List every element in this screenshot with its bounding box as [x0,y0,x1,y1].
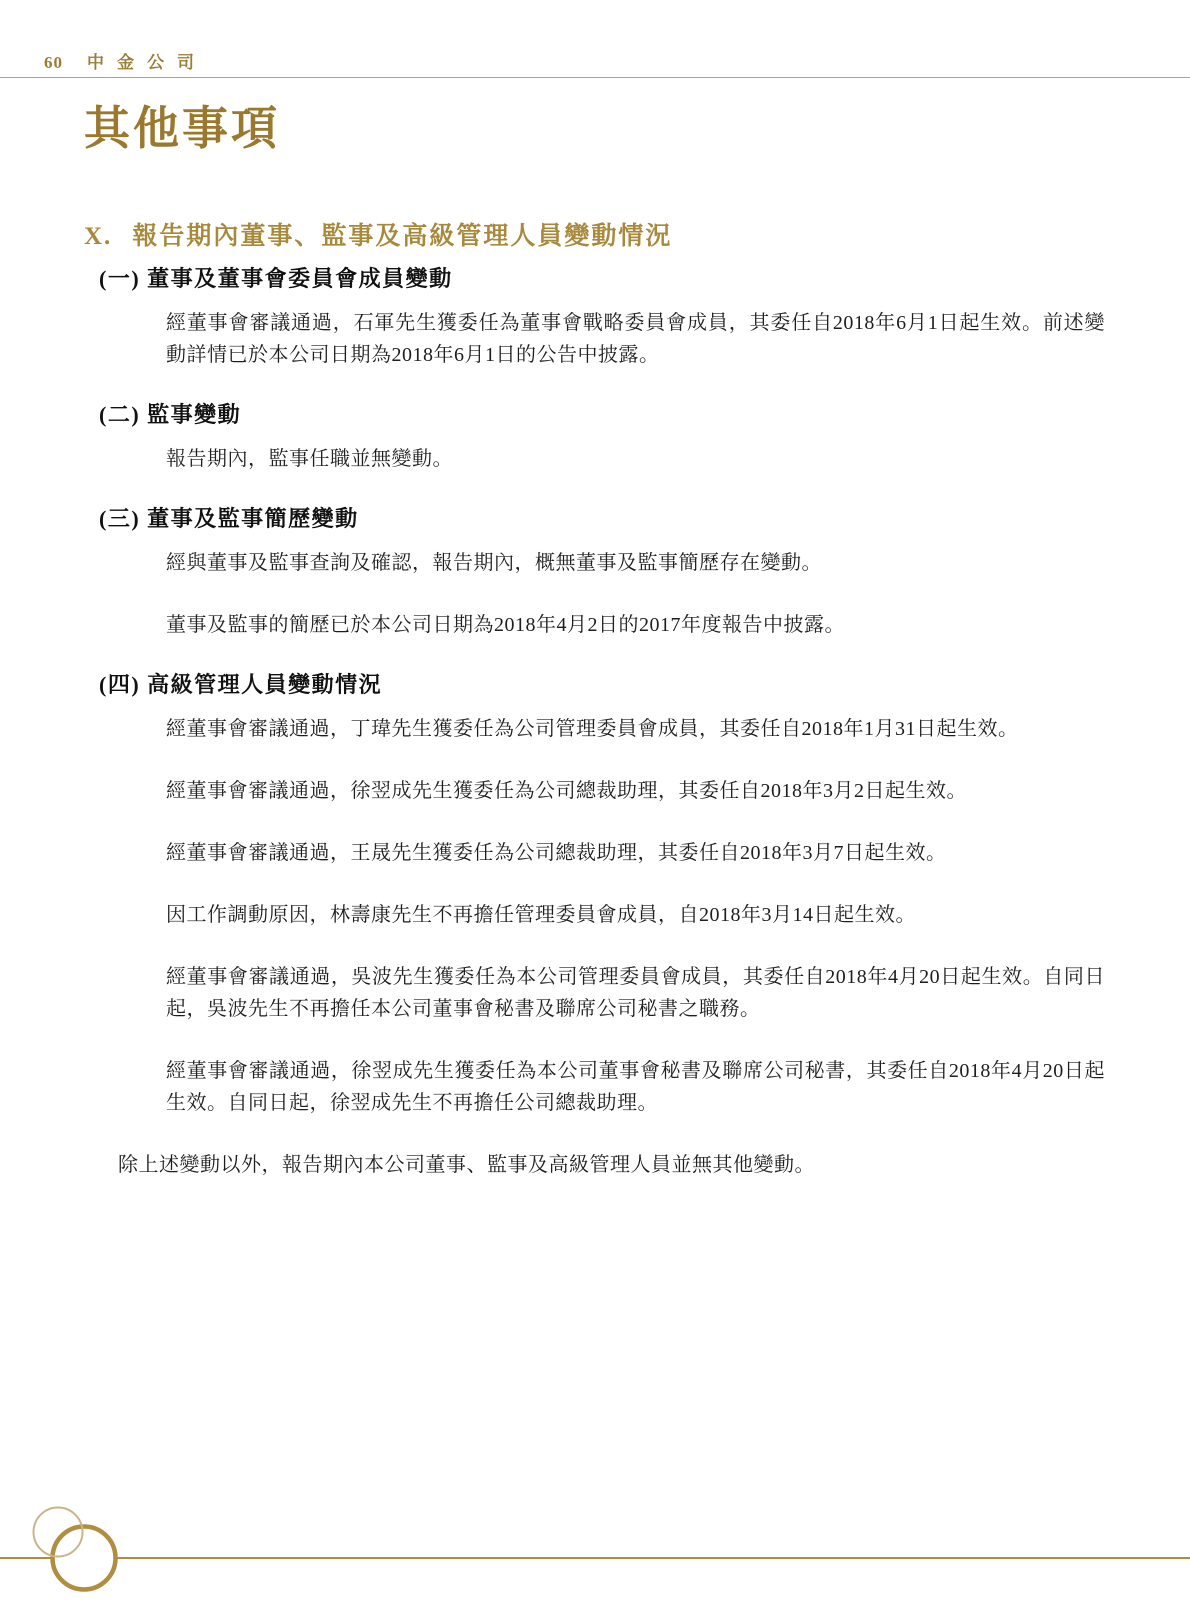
subsection-heading [99,671,1105,699]
body-paragraph: 經董事會審議通過，吳波先生獲委任為本公司管理委員會成員，其委任自2018年4月20日起生效。自同日起，吳波先生不再擔任本公司董事會秘書及聯席公司秘書之職務。 [166,966,1105,1020]
body-paragraph: 經董事會審議通過，丁瑋先生獲委任為公司管理委員會成員，其委任自2018年1月31日起生效。 [166,718,1019,740]
body-paragraph: 因工作調動原因，林壽康先生不再擔任管理委員會成員，自2018年3月14日起生效。 [166,904,916,926]
subsection-marker: (一) [99,266,141,291]
subsection-marker: (四) [99,672,141,697]
body-paragraph: 經董事會審議通過，徐翌成先生獲委任為公司總裁助理，其委任自2018年3月2日起生效。 [166,780,967,802]
body-paragraph: 經董事會審議通過，王晟先生獲委任為公司總裁助理，其委任自2018年3月7日起生效。 [166,842,947,864]
footer-large-circle [53,1527,116,1590]
closing-paragraph: 除上述變動以外，報告期內本公司董事、監事及高級管理人員並無其他變動。 [118,1154,815,1176]
subsection-marker: (三) [99,506,141,531]
subsection-paragraphs [84,547,1105,641]
subsection-heading [99,401,1105,429]
document-title: 其他事項 [84,103,280,154]
subsection-title: 監事變動 [147,402,242,427]
subsection [84,401,1105,475]
subsections [84,265,1105,1119]
company-name: 中金公司 [87,53,207,72]
subsection-title: 董事及監事簡歷變動 [147,506,359,531]
subsection-title: 高級管理人員變動情況 [147,672,383,697]
subsection-paragraphs [84,443,1105,475]
subsection-heading [99,265,1105,293]
subsection [84,265,1105,371]
subsection-paragraphs [84,713,1105,1119]
subsection [84,671,1105,1119]
body-paragraph: 經與董事及監事查詢及確認，報告期內，概無董事及監事簡歷存在變動。 [166,552,822,574]
section-heading [84,222,1105,252]
subsection [84,505,1105,641]
body-paragraph: 報告期內，監事任職並無變動。 [166,448,453,470]
body-paragraph: 董事及監事的簡歷已於本公司日期為2018年4月2日的2017年度報告中披露。 [166,614,845,636]
page-number: 60 [44,53,63,72]
subsection-heading [99,505,1105,533]
subsection-paragraphs [84,307,1105,371]
subsection-marker: (二) [99,402,141,427]
subsection-title: 董事及董事會委員會成員變動 [147,266,453,291]
body-paragraph: 經董事會審議通過，徐翌成先生獲委任為本公司董事會秘書及聯席公司秘書，其委任自2018年4月20日起生效。自同日起，徐翌成先生不再擔任公司總裁助理。 [166,1060,1105,1114]
section-marker: X. [84,223,113,250]
body-paragraph: 經董事會審議通過，石軍先生獲委任為董事會戰略委員會成員，其委任自2018年6月1日起生效。前述變動詳情已於本公司日期為2018年6月1日的公告中披露。 [166,312,1105,366]
footer-decoration [0,1498,1190,1615]
content [0,78,1190,1181]
page-header [44,48,1146,73]
section-title: 報告期內董事、監事及高級管理人員變動情況 [132,223,673,250]
